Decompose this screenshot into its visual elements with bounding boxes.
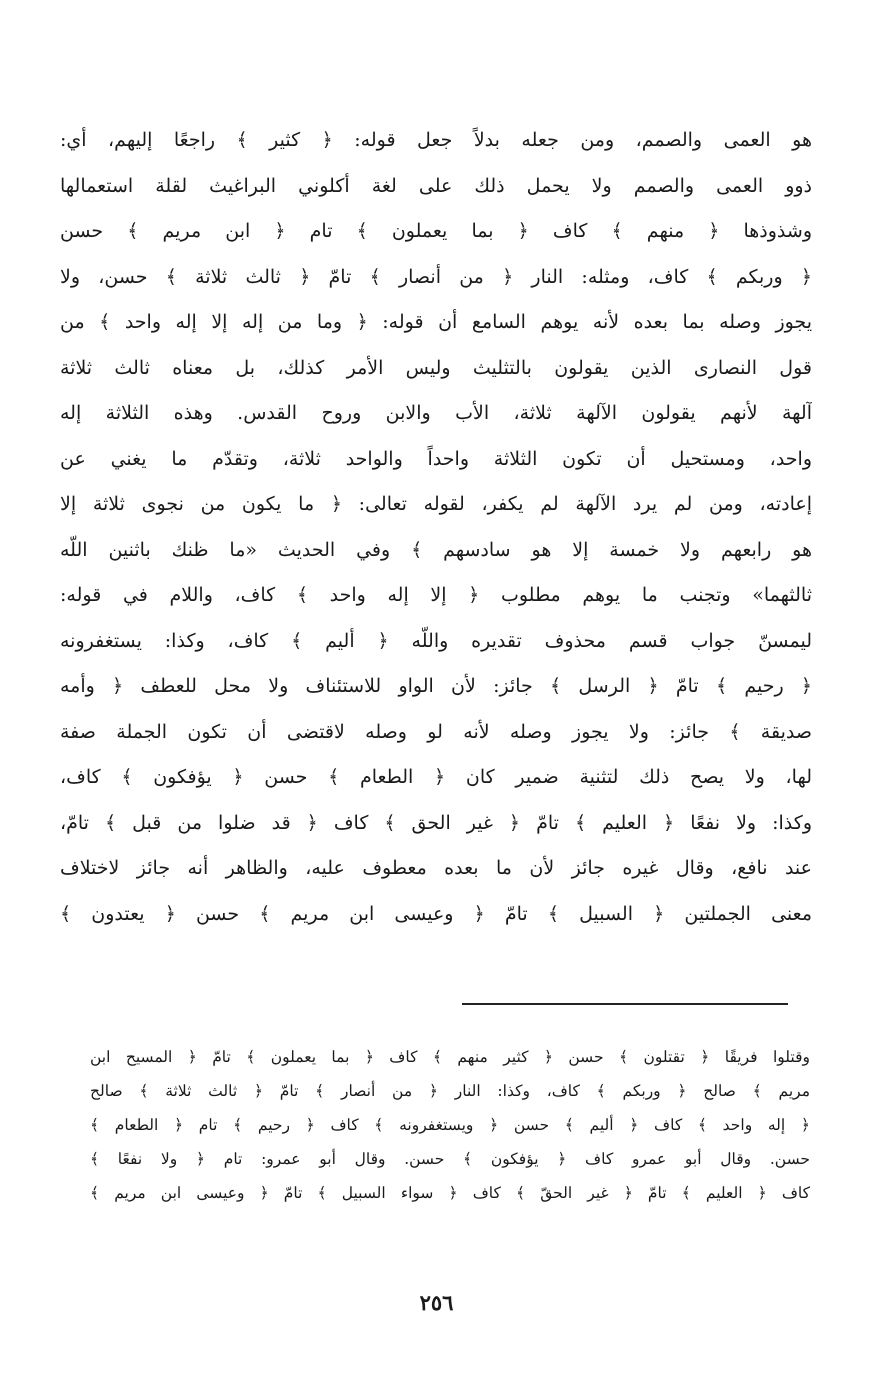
- text-line: ثالثهما» وتجنب ما يوهم مطلوب ﴿ إلا إله واحد ﴾ كاف، واللام في قوله:: [60, 584, 812, 606]
- text-line: ﴿ رحيم ﴾ تامّ ﴿ الرسل ﴾ جائز: لأن الواو للاستئناف ولا محل للعطف ﴿ وأمه: [60, 675, 812, 697]
- text-line: هو العمى والصمم، ومن جعله بدلاً جعل قوله: ﴿ كثير ﴾ راجعًا إليهم، أي:: [60, 129, 812, 151]
- footnote-line: وقتلوا فريقًا ﴿ تقتلون ﴾ حسن ﴿ كثير منهم ﴾ كاف ﴿ بما يعملون ﴾ تامّ ﴿ المسيح ابن: [90, 1048, 810, 1066]
- main-text-block: [60, 118, 812, 937]
- footnote-divider: [462, 1003, 788, 1005]
- text-line: يجوز وصله بما بعده لأنه يوهم السامع أن قوله: ﴿ وما من إله إلا إله واحد ﴾ من: [60, 311, 812, 333]
- text-line: قول النصارى الذين يقولون بالتثليث وليس الأمر كذلك، بل معناه ثالث ثلاثة: [60, 356, 812, 379]
- footnote-block: [90, 1040, 810, 1210]
- footnote-line: مريم ﴾ صالح ﴿ وربكم ﴾ كاف، وكذا: النار ﴿ من أنصار ﴾ تامّ ﴿ ثالث ثلاثة ﴾ صالح: [90, 1082, 810, 1100]
- page-number: ٢٥٦: [419, 1290, 454, 1315]
- text-line: لها، ولا يصح ذلك لتثنية ضمير كان ﴿ الطعام ﴾ حسن ﴿ يؤفكون ﴾ كاف،: [60, 766, 812, 788]
- text-line: ذوو العمى والصمم ولا يحمل ذلك على لغة أكلوني البراغيث لقلة استعمالها: [60, 174, 812, 197]
- footnote-line: ﴿ إله واحد ﴾ كاف ﴿ أليم ﴾ حسن ﴿ ويستغفرونه ﴾ كاف ﴿ رحيم ﴾ تام ﴿ الطعام ﴾: [90, 1116, 810, 1134]
- text-line: صديقة ﴾ جائز: ولا يجوز وصله لأنه لو وصله لاقتضى أن تكون الجملة صفة: [60, 720, 812, 743]
- text-line: ﴿ وربكم ﴾ كاف، ومثله: النار ﴿ من أنصار ﴾ تامّ ﴿ ثالث ثلاثة ﴾ حسن، ولا: [60, 265, 812, 288]
- text-line: معنى الجملتين ﴿ السبيل ﴾ تامّ ﴿ وعيسى ابن مريم ﴾ حسن ﴿ يعتدون ﴾: [60, 902, 812, 925]
- text-line: وكذا: ولا نفعًا ﴿ العليم ﴾ تامّ ﴿ غير الحق ﴾ كاف ﴿ قد ضلوا من قبل ﴾ تامّ،: [60, 811, 812, 834]
- text-line: إعادته، ومن لم يرد الآلهة لم يكفر، لقوله تعالى: ﴿ ما يكون من نجوى ثلاثة إلا: [60, 493, 812, 515]
- text-line: ليمسنّ جواب قسم محذوف تقديره واللّه ﴿ أليم ﴾ كاف، وكذا: يستغفرونه: [60, 629, 812, 652]
- footnote-line: حسن. وقال أبو عمرو كاف ﴿ يؤفكون ﴾ حسن. وقال أبو عمرو: تام ﴿ ولا نفعًا ﴾: [90, 1150, 810, 1168]
- text-line: عند نافع، وقال غيره جائز لأن ما بعده معطوف عليه، والظاهر أنه جائز لاختلاف: [60, 857, 812, 879]
- footnote-line: كاف ﴿ العليم ﴾ تامّ ﴿ غير الحقّ ﴾ كاف ﴿ سواء السبيل ﴾ تامّ ﴿ وعيسى ابن مريم ﴾: [90, 1184, 810, 1202]
- text-line: وشذوذها ﴿ منهم ﴾ كاف ﴿ بما يعملون ﴾ تام ﴿ ابن مريم ﴾ حسن: [60, 220, 812, 242]
- text-line: هو رابعهم ولا خمسة إلا هو سادسهم ﴾ وفي الحديث «ما ظنك باثنين اللّه: [60, 538, 812, 561]
- text-line: واحد، ومستحيل أن تكون الثلاثة واحداً والواحد ثلاثة، وتقدّم ما يغني عن: [60, 447, 812, 470]
- text-line: آلهة لأنهم يقولون الآلهة ثلاثة، الأب والابن وروح القدس. وهذه الثلاثة إله: [60, 402, 812, 424]
